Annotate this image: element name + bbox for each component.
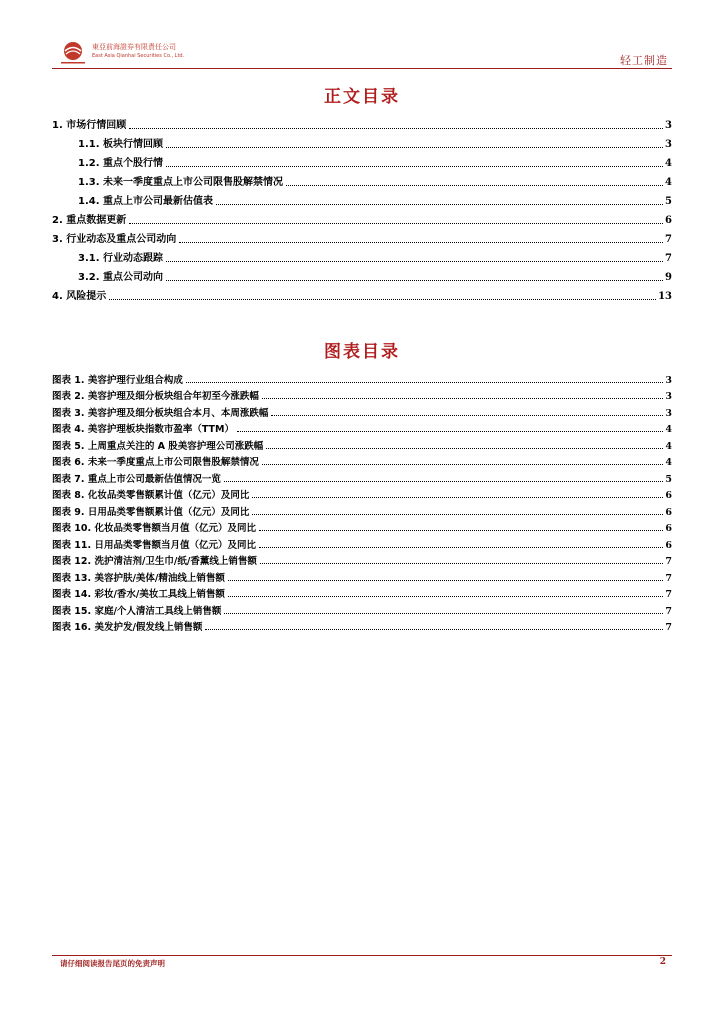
- figure-entry[interactable]: [52, 518, 672, 535]
- toc-entry-label: 2. 重点数据更新: [52, 215, 127, 226]
- toc-entry-page: 7: [665, 234, 672, 245]
- figure-entry-label: 图表 2. 美容护理及细分板块组合年初至今涨跌幅: [52, 391, 259, 402]
- toc-entry[interactable]: [52, 113, 672, 132]
- figure-entry[interactable]: [52, 567, 672, 584]
- figure-entry-page: 6: [665, 506, 672, 518]
- toc-entry-label: 3. 行业动态及重点公司动向: [52, 234, 177, 245]
- table-of-contents: [52, 113, 672, 303]
- toc-entry-page: 6: [665, 215, 672, 226]
- dot-leader: [224, 480, 664, 482]
- figure-entry-page: 3: [665, 374, 672, 386]
- footer-disclaimer: 请仔细阅读报告尾页的免责声明: [60, 959, 165, 968]
- toc-entry-page: 4: [665, 158, 672, 169]
- dot-leader: [262, 397, 664, 399]
- dot-leader: [166, 260, 663, 262]
- figure-entry[interactable]: [52, 435, 672, 452]
- figure-entry[interactable]: [52, 534, 672, 551]
- toc-entry-page: 3: [665, 139, 672, 150]
- figure-entry[interactable]: [52, 501, 672, 518]
- figure-entry-label: 图表 8. 化妆品类零售额累计值（亿元）及同比: [52, 490, 250, 501]
- figure-entry-label: 图表 3. 美容护理及细分板块组合本月、本周涨跌幅: [52, 407, 269, 419]
- figure-entry-label: 图表 9. 日用品类零售额累计值（亿元）及同比: [52, 506, 250, 518]
- figure-entry-page: 4: [665, 440, 672, 452]
- toc-entry[interactable]: [52, 151, 672, 170]
- dot-leader: [129, 222, 663, 224]
- dot-leader: [266, 447, 663, 449]
- figure-entry-label: 图表 13. 美容护肤/美体/精油线上销售额: [52, 572, 225, 584]
- dot-leader: [252, 513, 663, 515]
- figure-entry[interactable]: [52, 551, 672, 568]
- figure-entry[interactable]: [52, 402, 672, 419]
- figures-title: 图表目录: [324, 342, 400, 362]
- figure-entry-page: 7: [665, 556, 672, 567]
- figure-entry-label: 图表 15. 家庭/个人清洁工具线上销售额: [52, 605, 222, 617]
- list-of-figures: [52, 369, 672, 633]
- figure-entry-label: 图表 12. 洗护清洁剂/卫生巾/纸/香薰线上销售额: [52, 556, 257, 567]
- figure-entry-label: 图表 14. 彩妆/香水/美妆工具线上销售额: [52, 589, 225, 600]
- toc-entry[interactable]: [52, 189, 672, 208]
- toc-entry-page: 7: [665, 253, 672, 264]
- dot-leader: [179, 241, 663, 243]
- company-name-en: East Asia Qianhai Securities Co., Ltd.: [92, 53, 185, 59]
- figure-entry-page: 3: [665, 407, 672, 419]
- dot-leader: [228, 579, 663, 581]
- figure-entry-page: 7: [665, 589, 672, 600]
- toc-entry-label: 1. 市场行情回顾: [52, 120, 127, 131]
- dot-leader: [228, 595, 663, 597]
- toc-entry[interactable]: [52, 246, 672, 265]
- toc-entry-page: 5: [665, 196, 672, 207]
- figure-entry-page: 3: [665, 391, 672, 402]
- figure-entry[interactable]: [52, 617, 672, 634]
- figure-entry[interactable]: [52, 419, 672, 436]
- figure-entry-page: 6: [665, 523, 672, 534]
- figure-entry[interactable]: [52, 485, 672, 502]
- dot-leader: [109, 298, 656, 300]
- dot-leader: [129, 127, 663, 129]
- dot-leader: [260, 562, 664, 564]
- figure-entry-label: 图表 10. 化妆品类零售额当月值（亿元）及同比: [52, 523, 256, 534]
- page-number: 2: [659, 957, 666, 967]
- figure-entry[interactable]: [52, 584, 672, 601]
- company-logo-icon: [58, 40, 88, 66]
- dot-leader: [237, 430, 663, 432]
- toc-entry-label: 1.3. 未来一季度重点上市公司限售股解禁情况: [78, 177, 283, 188]
- toc-entry[interactable]: [52, 132, 672, 151]
- figure-entry-page: 4: [665, 424, 672, 435]
- figure-entry-label: 图表 6. 未来一季度重点上市公司限售股解禁情况: [52, 457, 259, 468]
- toc-entry-label: 3.1. 行业动态跟踪: [78, 253, 163, 264]
- figure-entry-page: 7: [665, 622, 672, 633]
- header-divider: [52, 68, 672, 69]
- figure-entry-label: 图表 4. 美容护理板块指数市盈率（TTM）: [52, 424, 234, 435]
- toc-entry[interactable]: [52, 227, 672, 246]
- figure-entry-label: 图表 5. 上周重点关注的 A 股美容护理公司涨跌幅: [52, 440, 264, 452]
- toc-entry-page: 3: [665, 120, 672, 131]
- company-name-cn: 東亞前海證券有限責任公司: [92, 43, 176, 51]
- industry-label: 轻工制造: [620, 54, 668, 67]
- figure-entry-label: 图表 16. 美发护发/假发线上销售额: [52, 622, 203, 633]
- figure-entry[interactable]: [52, 452, 672, 469]
- dot-leader: [216, 203, 663, 205]
- toc-entry-label: 1.4. 重点上市公司最新估值表: [78, 196, 213, 207]
- figure-entry-page: 5: [665, 473, 672, 485]
- toc-entry-page: 4: [665, 177, 672, 188]
- figure-entry-page: 7: [665, 605, 672, 617]
- dot-leader: [259, 529, 663, 531]
- figure-entry-page: 6: [665, 490, 672, 501]
- figure-entry-label: 图表 1. 美容护理行业组合构成: [52, 374, 183, 386]
- figure-entry-page: 6: [665, 539, 672, 551]
- dot-leader: [166, 146, 663, 148]
- toc-title: 正文目录: [324, 87, 400, 107]
- figure-entry-page: 7: [665, 572, 672, 584]
- dot-leader: [259, 546, 663, 548]
- dot-leader: [186, 381, 664, 383]
- figure-entry[interactable]: [52, 468, 672, 485]
- figure-entry[interactable]: [52, 369, 672, 386]
- toc-entry[interactable]: [52, 265, 672, 284]
- figure-entry-label: 图表 7. 重点上市公司最新估值情况一览: [52, 473, 221, 485]
- figure-entry-page: 4: [665, 457, 672, 468]
- footer-divider: [52, 955, 672, 956]
- dot-leader: [262, 463, 664, 465]
- toc-entry[interactable]: [52, 170, 672, 189]
- figure-entry[interactable]: [52, 386, 672, 403]
- toc-entry-label: 1.2. 重点个股行情: [78, 158, 163, 169]
- toc-entry-page: 13: [658, 291, 672, 302]
- toc-entry-label: 3.2. 重点公司动向: [78, 272, 163, 283]
- toc-entry-label: 4. 风险提示: [52, 291, 107, 302]
- dot-leader: [205, 628, 663, 630]
- dot-leader: [286, 184, 663, 186]
- dot-leader: [224, 612, 663, 614]
- toc-entry[interactable]: [52, 284, 672, 303]
- page-header: [52, 40, 672, 68]
- figure-entry[interactable]: [52, 600, 672, 617]
- dot-leader: [252, 496, 663, 498]
- dot-leader: [271, 414, 663, 416]
- toc-entry-label: 1.1. 板块行情回顾: [78, 139, 163, 150]
- figure-entry-label: 图表 11. 日用品类零售额当月值（亿元）及同比: [52, 539, 256, 551]
- toc-entry[interactable]: [52, 208, 672, 227]
- dot-leader: [166, 165, 663, 167]
- toc-entry-page: 9: [665, 272, 672, 283]
- dot-leader: [166, 279, 663, 281]
